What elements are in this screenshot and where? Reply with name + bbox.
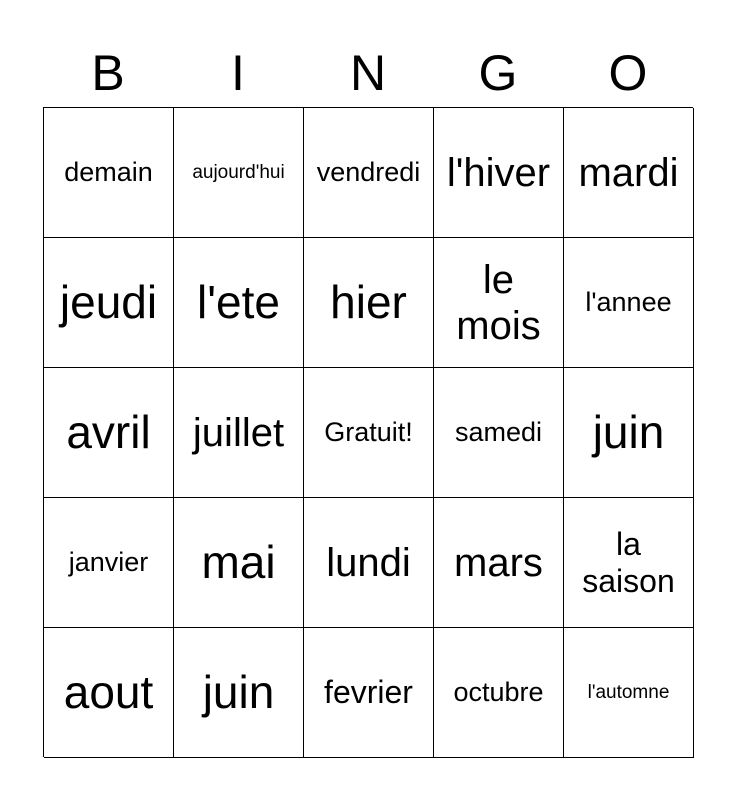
free-space-cell <box>304 368 434 498</box>
cell-text: janvier <box>68 546 149 577</box>
bingo-cell <box>434 238 564 368</box>
cell-text: octubre <box>453 676 544 707</box>
cell-text: juillet <box>192 410 285 455</box>
cell-text: vendredi <box>316 156 421 187</box>
cell-text: mardi <box>578 150 679 195</box>
bingo-cell <box>304 498 434 628</box>
cell-text: l'ete <box>197 276 280 329</box>
bingo-cell <box>434 368 564 498</box>
bingo-cell <box>44 498 174 628</box>
bingo-cell <box>564 238 694 368</box>
cell-text: Gratuit! <box>324 416 413 447</box>
bingo-cell <box>304 238 434 368</box>
bingo-cell <box>44 238 174 368</box>
header-letter-b: B <box>91 45 125 101</box>
cell-text: l'hiver <box>446 150 551 195</box>
header-letter-n: N <box>349 45 387 101</box>
bingo-cell <box>434 498 564 628</box>
bingo-cell <box>304 628 434 758</box>
cell-text: juin <box>202 666 275 719</box>
bingo-cell <box>434 108 564 238</box>
cell-text: l'automne <box>587 681 670 703</box>
cell-text: avril <box>66 406 151 459</box>
cell-text: demain <box>64 156 153 187</box>
cell-text: mars <box>454 540 543 585</box>
bingo-cell <box>564 108 694 238</box>
cell-text: juin <box>592 406 665 459</box>
cell-text: le mois <box>456 257 541 348</box>
cell-text: samedi <box>454 416 543 447</box>
header-letter-o: O <box>608 45 648 101</box>
cell-text: l'annee <box>585 286 672 317</box>
cell-text: lundi <box>326 540 411 585</box>
cell-text: jeudi <box>59 276 158 329</box>
bingo-cell <box>174 238 304 368</box>
header-letter-i: I <box>231 45 245 101</box>
cell-text: la saison <box>582 525 675 599</box>
bingo-header <box>43 40 693 106</box>
bingo-cell <box>564 498 694 628</box>
bingo-cell <box>174 498 304 628</box>
bingo-cell <box>434 628 564 758</box>
cell-text: aout <box>63 666 154 719</box>
bingo-cell <box>304 108 434 238</box>
bingo-board <box>43 107 693 757</box>
bingo-cell <box>44 368 174 498</box>
bingo-cell <box>174 628 304 758</box>
bingo-cell <box>44 108 174 238</box>
cell-text: fevrier <box>324 674 413 711</box>
cell-text: aujourd'hui <box>192 161 285 183</box>
bingo-cell <box>174 108 304 238</box>
bingo-cell <box>44 628 174 758</box>
bingo-cell <box>174 368 304 498</box>
cell-text: mai <box>201 536 276 589</box>
bingo-cell <box>564 368 694 498</box>
header-letter-g: G <box>478 45 518 101</box>
bingo-cell <box>564 628 694 758</box>
cell-text: hier <box>330 276 407 329</box>
